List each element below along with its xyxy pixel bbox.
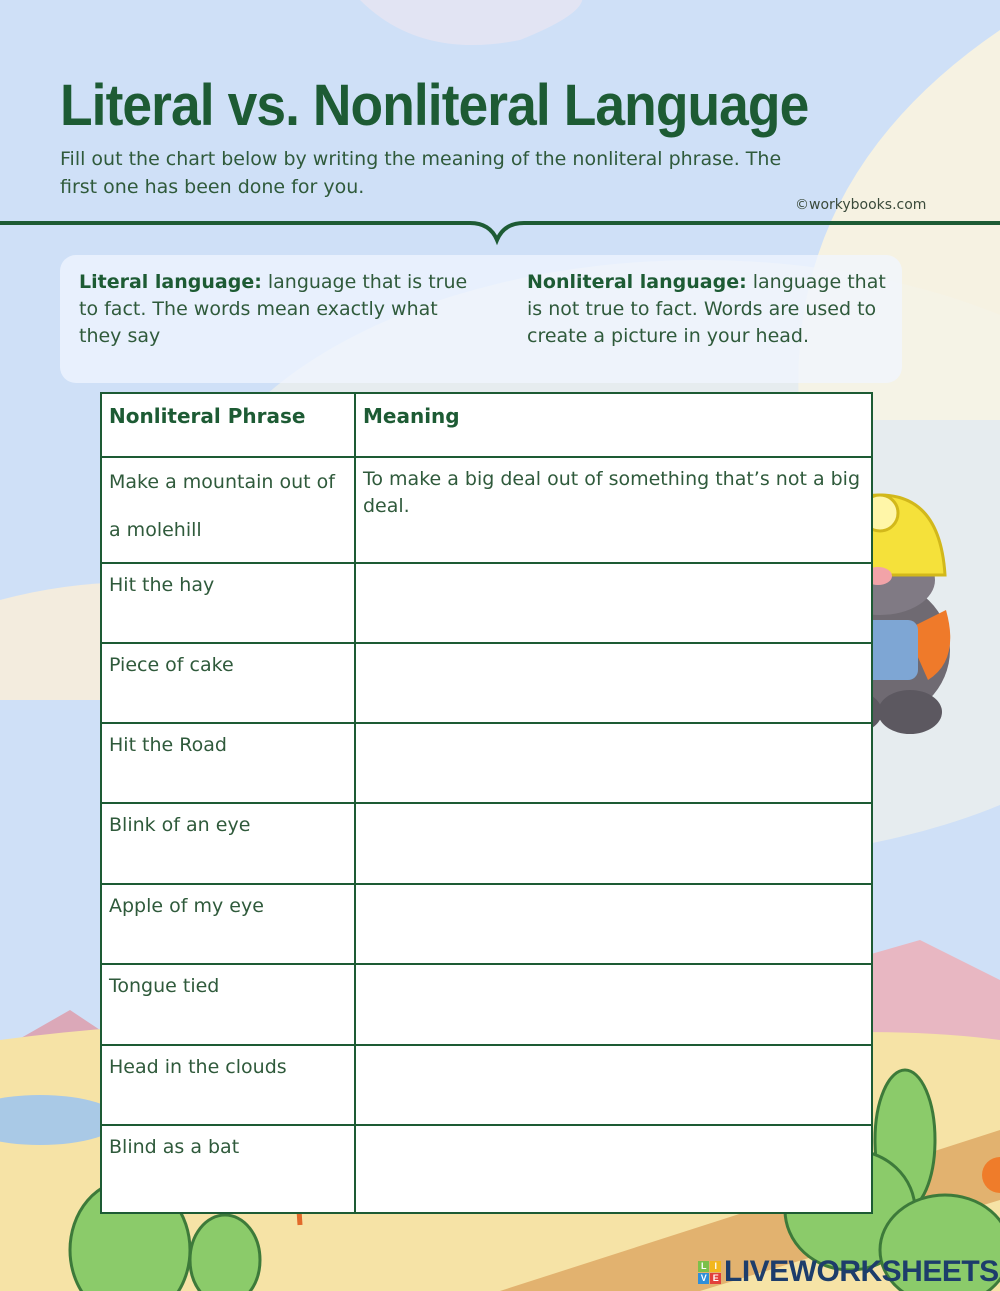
meaning-cell[interactable] — [355, 563, 872, 643]
meaning-cell[interactable] — [355, 884, 872, 964]
divider — [0, 210, 1000, 250]
phrase-cell: Blink of an eye — [101, 803, 355, 884]
literal-term: Literal language: — [79, 271, 262, 293]
meaning-cell[interactable] — [355, 1045, 872, 1125]
meaning-input[interactable] — [363, 572, 864, 599]
meaning-cell[interactable] — [355, 964, 872, 1045]
page-title: Literal vs. Nonliteral Language — [60, 73, 809, 138]
nonliteral-text: language that is not true to fact. Words are used to create a picture in your head. — [527, 271, 886, 347]
meaning-input[interactable] — [363, 652, 864, 679]
phrase-table — [100, 392, 873, 1214]
definitions-box — [60, 255, 902, 383]
header-meaning: Meaning — [355, 393, 872, 457]
meaning-input[interactable] — [363, 893, 864, 920]
meaning-cell[interactable] — [355, 803, 872, 884]
table-row — [101, 563, 872, 643]
table-row — [101, 457, 872, 563]
watermark-text: LIVEWORKSHEETS — [724, 1255, 999, 1288]
literal-text: language that is true to fact. The words mean exactly what they say — [79, 271, 468, 347]
phrase-cell: Apple of my eye — [101, 884, 355, 964]
meaning-input[interactable] — [363, 1134, 864, 1161]
meaning-input[interactable] — [363, 1054, 864, 1081]
meaning-input[interactable] — [363, 973, 864, 1000]
meaning-input[interactable] — [363, 812, 864, 839]
meaning-cell[interactable] — [355, 1125, 872, 1213]
phrase-cell: Make a mountain out of a molehill — [101, 457, 355, 563]
literal-definition — [79, 269, 469, 350]
nonliteral-definition — [527, 269, 897, 350]
phrase-cell: Hit the Road — [101, 723, 355, 803]
liveworksheets-logo-icon: L I V E — [698, 1261, 721, 1284]
meaning-cell[interactable]: To make a big deal out of something that’s not a big deal. — [355, 457, 872, 563]
credit: ©workybooks.com — [795, 197, 927, 213]
table-row — [101, 964, 872, 1045]
meaning-cell[interactable] — [355, 723, 872, 803]
table-row — [101, 643, 872, 723]
phrase-cell: Hit the hay — [101, 563, 355, 643]
table-row — [101, 1125, 872, 1213]
table-row — [101, 803, 872, 884]
table-row — [101, 723, 872, 803]
liveworksheets-watermark — [698, 1255, 999, 1289]
instructions: Fill out the chart below by writing the meaning of the nonliteral phrase. The first one has been done for you. — [60, 148, 782, 198]
phrase-cell: Tongue tied — [101, 964, 355, 1045]
table-row — [101, 884, 872, 964]
meaning-cell[interactable] — [355, 643, 872, 723]
phrase-cell: Blind as a bat — [101, 1125, 355, 1213]
meaning-input[interactable] — [363, 732, 864, 759]
table-row — [101, 1045, 872, 1125]
header-phrase: Nonliteral Phrase — [101, 393, 355, 457]
phrase-cell: Piece of cake — [101, 643, 355, 723]
nonliteral-term: Nonliteral language: — [527, 271, 747, 293]
phrase-cell: Head in the clouds — [101, 1045, 355, 1125]
